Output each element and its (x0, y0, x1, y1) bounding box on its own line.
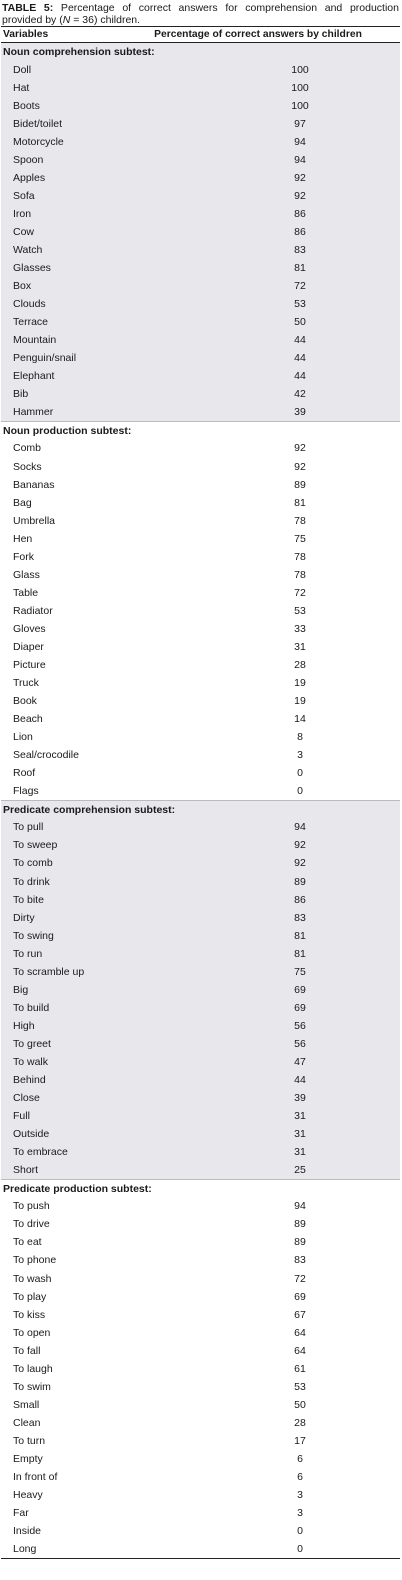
variable-name: Diaper (13, 640, 44, 653)
table-row (1, 1432, 400, 1450)
caption-n-symbol: N (62, 14, 71, 26)
table-row (1, 295, 400, 313)
table-row (1, 1360, 400, 1378)
table-row (1, 115, 400, 133)
variable-name: Penguin/snail (13, 352, 77, 365)
variable-name: Elephant (13, 370, 55, 383)
percentage-value: 67 (294, 1308, 306, 1321)
variable-name: Dirty (13, 911, 35, 924)
section-header-row (1, 1179, 400, 1197)
percentage-value: 92 (294, 460, 306, 473)
percentage-value: 39 (294, 406, 306, 419)
variable-name: Hen (13, 532, 33, 545)
percentage-value: 6 (297, 1452, 303, 1465)
percentage-value: 92 (294, 171, 306, 184)
percentage-value: 31 (294, 1110, 306, 1123)
variable-name: To embrace (13, 1146, 68, 1159)
results-table (1, 26, 400, 1559)
variable-name: Small (13, 1398, 40, 1411)
percentage-value: 83 (294, 1254, 306, 1267)
table-row (1, 205, 400, 223)
variable-name: Truck (13, 677, 39, 690)
percentage-value: 92 (294, 839, 306, 852)
section-title: Predicate comprehension subtest: (3, 803, 176, 816)
percentage-value: 92 (294, 857, 306, 870)
percentage-value: 72 (294, 1272, 306, 1285)
table-row (1, 764, 400, 782)
variable-name: To play (13, 1290, 47, 1303)
percentage-value: 81 (294, 947, 306, 960)
table-row (1, 566, 400, 584)
percentage-value: 42 (294, 388, 306, 401)
table-row (1, 277, 400, 295)
variable-name: Outside (13, 1128, 50, 1141)
variable-name: To swim (13, 1380, 51, 1393)
section-title: Predicate production subtest: (3, 1182, 152, 1195)
variable-name: Spoon (13, 153, 44, 166)
variable-name: Bib (13, 388, 29, 401)
percentage-value: 39 (294, 1092, 306, 1105)
percentage-value: 44 (294, 1074, 306, 1087)
percentage-value: 69 (294, 1001, 306, 1014)
caption-text-before: Percentage of correct answers for comprehension and production provided by ( (2, 2, 399, 26)
table-row (1, 457, 400, 475)
table-row (1, 385, 400, 403)
percentage-value: 17 (294, 1434, 306, 1447)
table-row (1, 602, 400, 620)
table-row (1, 259, 400, 277)
table-row (1, 241, 400, 259)
percentage-value: 94 (294, 1200, 306, 1213)
percentage-value: 72 (294, 280, 306, 293)
percentage-value: 53 (294, 604, 306, 617)
percentage-value: 31 (294, 1128, 306, 1141)
table-row (1, 728, 400, 746)
header-variables: Variables (3, 29, 49, 40)
variable-name: Glass (13, 568, 40, 581)
table-row (1, 584, 400, 602)
table-row (1, 187, 400, 205)
variable-name: To phone (13, 1254, 57, 1267)
percentage-value: 89 (294, 875, 306, 888)
variable-name: Heavy (13, 1489, 43, 1502)
percentage-value: 100 (291, 81, 309, 94)
variable-name: Roof (13, 767, 36, 780)
percentage-value: 94 (294, 153, 306, 166)
header-percentage: Percentage of correct answers by children (154, 29, 362, 40)
table-row (1, 873, 400, 891)
percentage-value: 75 (294, 532, 306, 545)
table-row (1, 349, 400, 367)
variable-name: To drink (13, 875, 50, 888)
percentage-value: 44 (294, 370, 306, 383)
percentage-value: 0 (297, 767, 303, 780)
percentage-value: 100 (291, 99, 309, 112)
percentage-value: 75 (294, 965, 306, 978)
percentage-value: 61 (294, 1362, 306, 1375)
variable-name: Picture (13, 659, 46, 672)
variable-name: To greet (13, 1037, 51, 1050)
table-row (1, 1522, 400, 1540)
percentage-value: 53 (294, 298, 306, 311)
percentage-value: 56 (294, 1037, 306, 1050)
table-row (1, 1125, 400, 1143)
table-row (1, 1288, 400, 1306)
variable-name: To kiss (13, 1308, 46, 1321)
percentage-value: 86 (294, 225, 306, 238)
percentage-value: 81 (294, 496, 306, 509)
variable-name: To wash (13, 1272, 52, 1285)
variable-name: Table (13, 586, 39, 599)
percentage-value: 33 (294, 622, 306, 635)
section-header-row (1, 800, 400, 818)
section-header-row (1, 43, 400, 61)
percentage-value: 53 (294, 1380, 306, 1393)
percentage-value: 3 (297, 1507, 303, 1520)
table-row (1, 367, 400, 385)
variable-name: Far (13, 1507, 29, 1520)
table-row (1, 1161, 400, 1179)
percentage-value: 56 (294, 1019, 306, 1032)
variable-name: To pull (13, 821, 44, 834)
variable-name: Big (13, 983, 29, 996)
variable-name: Beach (13, 713, 43, 726)
variable-name: Fork (13, 550, 34, 563)
variable-name: Box (13, 280, 32, 293)
variable-name: Socks (13, 460, 42, 473)
table-row (1, 1233, 400, 1251)
percentage-value: 94 (294, 135, 306, 148)
percentage-value: 83 (294, 911, 306, 924)
table-row (1, 1143, 400, 1161)
variable-name: To swing (13, 929, 54, 942)
table-row (1, 945, 400, 963)
percentage-value: 81 (294, 262, 306, 275)
variable-name: To turn (13, 1434, 46, 1447)
table-section (1, 1179, 400, 1558)
section-title: Noun production subtest: (3, 424, 132, 437)
table-row (1, 494, 400, 512)
table-row (1, 818, 400, 836)
caption-text-after: = 36) children. (70, 14, 141, 26)
percentage-value: 78 (294, 550, 306, 563)
percentage-value: 0 (297, 785, 303, 798)
percentage-value: 86 (294, 207, 306, 220)
table-row (1, 403, 400, 421)
table-row (1, 79, 400, 97)
percentage-value: 19 (294, 677, 306, 690)
table-row (1, 909, 400, 927)
percentage-value: 72 (294, 586, 306, 599)
variable-name: Mountain (13, 334, 57, 347)
variable-name: Boots (13, 99, 40, 112)
table-row (1, 476, 400, 494)
percentage-value: 89 (294, 478, 306, 491)
table-row (1, 620, 400, 638)
variable-name: Seal/crocodile (13, 749, 79, 762)
variable-name: Bidet/toilet (13, 117, 63, 130)
variable-name: Comb (13, 442, 42, 455)
percentage-value: 89 (294, 1236, 306, 1249)
percentage-value: 3 (297, 1489, 303, 1502)
table-row (1, 133, 400, 151)
variable-name: Behind (13, 1074, 46, 1087)
variable-name: To drive (13, 1218, 50, 1231)
variable-name: To laugh (13, 1362, 53, 1375)
variable-name: Long (13, 1542, 37, 1555)
variable-name: Glasses (13, 262, 51, 275)
table-row (1, 1071, 400, 1089)
table-row (1, 313, 400, 331)
variable-name: Close (13, 1092, 40, 1105)
variable-name: To scramble up (13, 965, 85, 978)
percentage-value: 94 (294, 821, 306, 834)
variable-name: Lion (13, 731, 33, 744)
variable-name: Bananas (13, 478, 55, 491)
variable-name: Sofa (13, 189, 35, 202)
percentage-value: 6 (297, 1471, 303, 1484)
percentage-value: 28 (294, 659, 306, 672)
table-row (1, 1035, 400, 1053)
table-header (1, 27, 400, 43)
percentage-value: 69 (294, 1290, 306, 1303)
percentage-value: 28 (294, 1416, 306, 1429)
table-row (1, 1540, 400, 1558)
section-title: Noun comprehension subtest: (3, 45, 155, 58)
percentage-value: 44 (294, 352, 306, 365)
table-row (1, 854, 400, 872)
table-row (1, 1504, 400, 1522)
percentage-value: 31 (294, 640, 306, 653)
percentage-value: 78 (294, 514, 306, 527)
variable-name: Clouds (13, 298, 46, 311)
variable-name: Watch (13, 243, 43, 256)
table-row (1, 331, 400, 349)
percentage-value: 0 (297, 1542, 303, 1555)
table-row (1, 692, 400, 710)
percentage-value: 81 (294, 929, 306, 942)
percentage-value: 19 (294, 695, 306, 708)
variable-name: To fall (13, 1344, 41, 1357)
caption-label: TABLE 5: (2, 2, 54, 14)
variable-name: To comb (13, 857, 53, 870)
variable-name: To walk (13, 1056, 49, 1068)
table-row (1, 1215, 400, 1233)
percentage-value: 14 (294, 713, 306, 726)
table-row (1, 710, 400, 728)
table-row (1, 1414, 400, 1432)
table-row (1, 530, 400, 548)
variable-name: Empty (13, 1452, 43, 1465)
table-row (1, 1107, 400, 1125)
table-section (1, 43, 400, 422)
variable-name: Bag (13, 496, 32, 509)
table-caption (0, 2, 402, 26)
table-row (1, 1306, 400, 1324)
percentage-value: 78 (294, 568, 306, 581)
table-row (1, 1324, 400, 1342)
variable-name: Full (13, 1110, 30, 1123)
table-row (1, 963, 400, 981)
table-row (1, 656, 400, 674)
variable-name: To sweep (13, 839, 58, 852)
percentage-value: 89 (294, 1218, 306, 1231)
percentage-value: 64 (294, 1326, 306, 1339)
percentage-value: 92 (294, 442, 306, 455)
variable-name: Short (13, 1164, 39, 1177)
variable-name: Motorcycle (13, 135, 64, 148)
percentage-value: 31 (294, 1146, 306, 1159)
table-row (1, 1342, 400, 1360)
table-row (1, 97, 400, 115)
percentage-value: 69 (294, 983, 306, 996)
table-row (1, 548, 400, 566)
table-row (1, 1270, 400, 1288)
percentage-value: 97 (294, 117, 306, 130)
table-row (1, 1089, 400, 1107)
percentage-value: 92 (294, 189, 306, 202)
variable-name: Book (13, 695, 37, 708)
table-row (1, 981, 400, 999)
variable-name: Radiator (13, 604, 53, 617)
table-row (1, 1378, 400, 1396)
table-row (1, 151, 400, 169)
table-row (1, 1396, 400, 1414)
variable-name: Inside (13, 1525, 42, 1538)
percentage-value: 86 (294, 893, 306, 906)
percentage-value: 64 (294, 1344, 306, 1357)
table-row (1, 1468, 400, 1486)
variable-name: Apples (13, 171, 46, 184)
variable-name: Doll (13, 63, 32, 76)
header-row (1, 27, 400, 43)
table-row (1, 1486, 400, 1504)
table-row (1, 1197, 400, 1215)
table-row (1, 169, 400, 187)
table-row (1, 836, 400, 854)
percentage-value: 47 (294, 1056, 306, 1068)
variable-name: Clean (13, 1416, 41, 1429)
table-row (1, 999, 400, 1017)
variable-name: Flags (13, 785, 39, 798)
variable-name: Hat (13, 81, 30, 94)
variable-name: Terrace (13, 316, 49, 329)
variable-name: Gloves (13, 622, 46, 635)
table-row (1, 927, 400, 945)
variable-name: In front of (13, 1471, 58, 1484)
variable-name: To run (13, 947, 43, 960)
variable-name: Cow (13, 225, 35, 238)
percentage-value: 8 (297, 731, 303, 744)
percentage-value: 50 (294, 316, 306, 329)
table-row (1, 439, 400, 457)
variable-name: To bite (13, 893, 44, 906)
section-header-row (1, 421, 400, 439)
table-row (1, 512, 400, 530)
table-section (1, 421, 400, 800)
table-row (1, 1251, 400, 1269)
table-section (1, 800, 400, 1179)
variable-name: Umbrella (13, 514, 56, 527)
variable-name: High (13, 1019, 35, 1032)
percentage-value: 44 (294, 334, 306, 347)
variable-name: Hammer (13, 406, 54, 419)
variable-name: To open (13, 1326, 51, 1339)
table-row (1, 1053, 400, 1071)
table-row (1, 782, 400, 800)
percentage-value: 25 (294, 1164, 306, 1177)
percentage-value: 0 (297, 1525, 303, 1538)
variable-name: Iron (13, 207, 32, 220)
table-row (1, 746, 400, 764)
table-row (1, 223, 400, 241)
table-row (1, 891, 400, 909)
variable-name: To push (13, 1200, 50, 1213)
percentage-value: 100 (291, 63, 309, 76)
variable-name: To eat (13, 1236, 42, 1249)
variable-name: To build (13, 1001, 50, 1014)
table-row (1, 61, 400, 79)
table-row (1, 1017, 400, 1035)
percentage-value: 50 (294, 1398, 306, 1411)
percentage-value: 83 (294, 243, 306, 256)
table-row (1, 1450, 400, 1468)
table-row (1, 674, 400, 692)
percentage-value: 3 (297, 749, 303, 762)
table-row (1, 638, 400, 656)
